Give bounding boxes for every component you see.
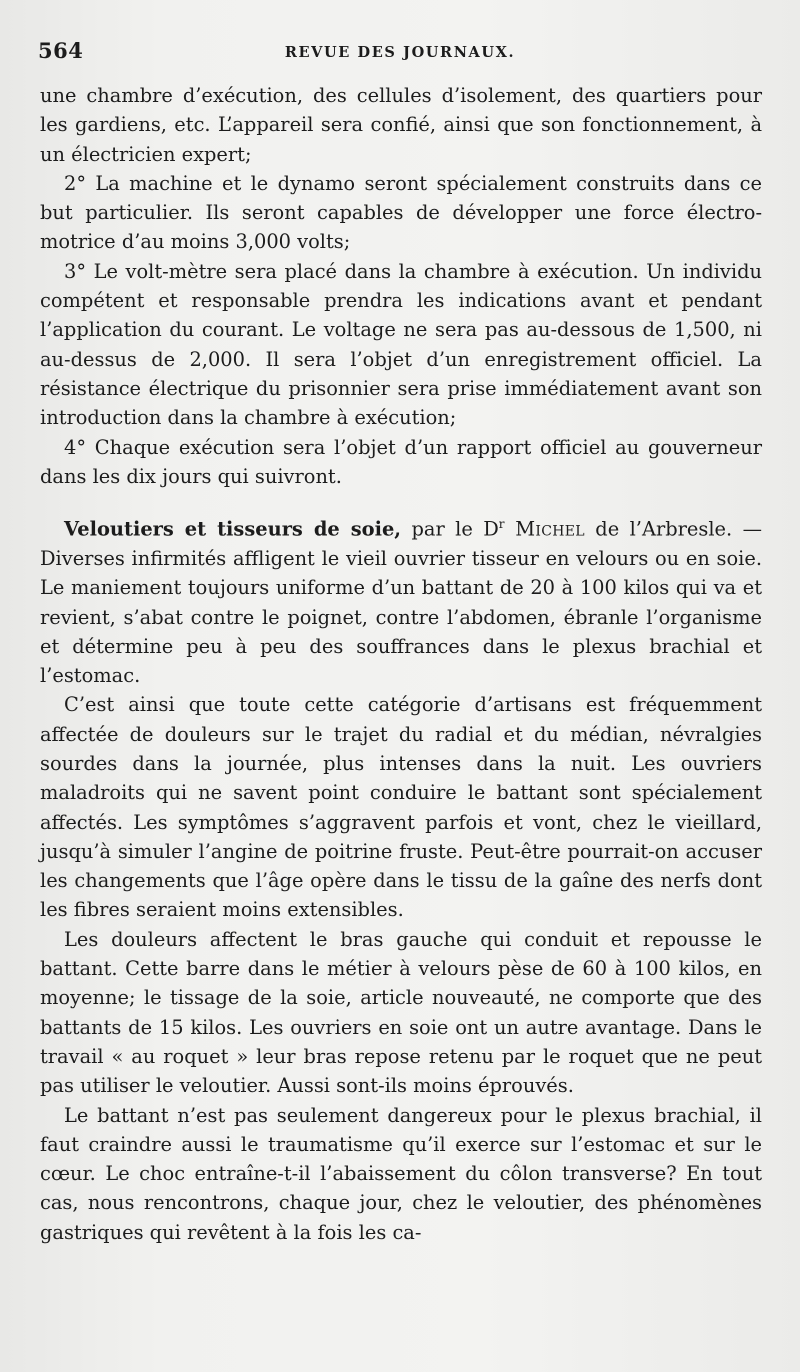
paragraph-symptoms: C’est ainsi que toute cette catégorie d’artisans est fréquemment affectée de douleurs sur le trajet du radial et du médian, névralgies sourdes dans la journée, plus intenses dans la nuit. Les ouvriers maladroits qui ne savent point conduire le battant sont spécialement affectés. Les symptômes s’aggravent parfois et vont, chez le vieillard, jusqu’à simuler l’angine de poitrine fruste. Peut-être pourrait-on accuser les changements que l’âge opère dans le tissu de la gaîne des nerfs dont les fibres seraient moins extensibles. bbox=[40, 693, 762, 922]
page-number: 564 bbox=[38, 38, 84, 63]
paragraph-item-2: 2° La machine et le dynamo seront spécialement construits dans ce but particulier. Ils seront capables de développer une force électro-motrice d’au moins 3,000 volts; bbox=[40, 171, 762, 254]
article-opening-paragraph bbox=[40, 510, 762, 690]
paragraph-battant: Le battant n’est pas seulement dangereux pour le plexus brachial, il faut craindre aussi le traumatisme qu’il exerce sur l’estomac et sur le cœur. Le choc entraîne-t-il l’abaissement du côlon transverse? En tout cas, nous rencontrons, chaque jour, chez le veloutier, des phénomènes gastriques qui revêtent à la fois les ca- bbox=[40, 1103, 762, 1244]
running-title: REVUE DES JOURNAUX. bbox=[284, 44, 516, 61]
paragraph-item-4: 4° Chaque exécution sera l’objet d’un rapport officiel au gouverneur dans les dix jours qui suivront. bbox=[40, 435, 762, 488]
paragraph-continued: une chambre d’exécution, des cellules d’isolement, des quartiers pour les gardiens, etc. L’appareil sera confié, ainsi que son fonctionnement, à un électricien expert; bbox=[40, 84, 762, 166]
paragraph-item-3: 3° Le volt-mètre sera placé dans la chambre à exécution. Un individu compétent et responsable prendra les indications avant et pendant l’application du courant. Le voltage ne sera pas au-dessous de 1,500, ni au-dessus de 2,000. Il sera l’objet d’un enregistrement officiel. La résistance électrique du prisonnier sera prise immédiatement avant son introduction dans la chambre à exécution; bbox=[40, 259, 762, 430]
article-author: Michel bbox=[504, 517, 585, 541]
page-header bbox=[38, 38, 762, 72]
article-byline: par le D bbox=[401, 517, 499, 541]
doctor-abbrev-sup: r bbox=[498, 517, 505, 532]
article-opening-text: de l’Arbresle. — Diverses infirmités affligent le vieil ouvrier tisseur en velours ou en soie. Le maniement toujours uniforme d’un battant de 20 à 100 kilos qui va et revient, s’abat contre le poignet, contre l’abdomen, ébranle l’organisme et détermine peu à peu des souffrances dans le plexus brachial et l’estomac. bbox=[40, 517, 762, 688]
body-text bbox=[40, 81, 762, 1247]
article-title: Veloutiers et tisseurs de soie, bbox=[64, 517, 402, 541]
paragraph-left-arm: Les douleurs affectent le bras gauche qui conduit et repousse le battant. Cette barre dans le métier à velours pèse de 60 à 100 kilos, en moyenne; le tissage de la soie, article nouveauté, ne comporte que des battants de 15 kilos. Les ouvriers en soie ont un autre avantage. Dans le travail « au roquet » leur bras repose retenu par le roquet que ne peut pas utiliser le veloutier. Aussi sont-ils moins éprouvés. bbox=[40, 927, 762, 1098]
